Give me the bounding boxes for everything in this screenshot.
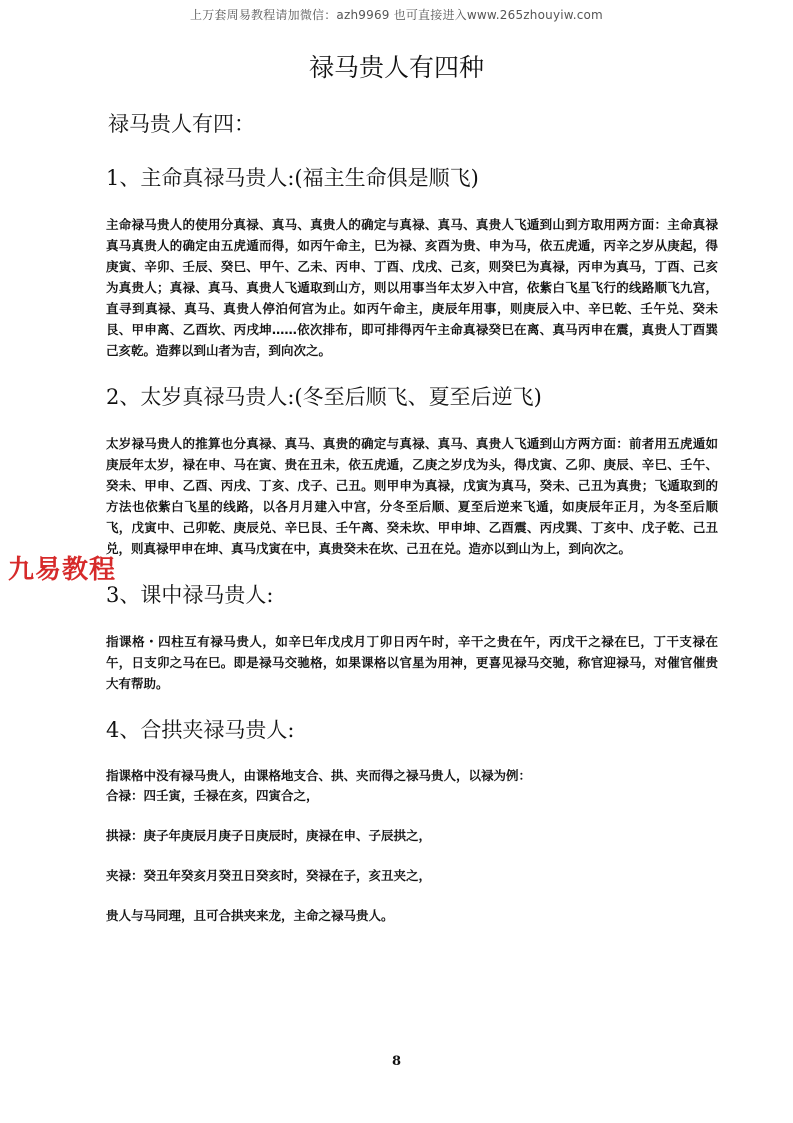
section-heading: 2、太岁真禄马贵人:(冬至后顺飞、夏至后逆飞)	[106, 385, 542, 409]
body-line: 贵人与马同理，且可合拱夹来龙，主命之禄马贵人。	[106, 908, 394, 923]
body-line: 夹禄：癸丑年癸亥月癸丑日癸亥时，癸禄在子，亥丑夹之，	[106, 868, 432, 883]
section-body: 主命禄马贵人的使用分真禄、真马、真贵人的确定与真禄、真马、真贵人飞遁到山到方取用两方面：主命真禄真马真贵人的确定由五虎遁而得，如丙午命主，巳为禄、亥酉为贵、申为马，依五虎遁，丙辛之岁从庚起，得庚寅、辛卯、壬辰、癸巳、甲午、乙未、丙申、丁酉、戊戌、己亥，则癸巳为真禄，丙申为真马，丁酉、己亥为真贵人；真禄、真马、真贵人飞遁取到山方，则以用事当年太岁入中宫，依紫白飞星飞行的线路顺飞九宫，直寻到真禄、真马、真贵人停泊何宫为止。如丙午命主，庚辰年用事，则庚辰入中、辛巳乾、壬午兑、癸未艮、甲申离、乙酉坎、丙戌坤……依次排布，即可排得丙午主命真禄癸巳在离、真马丙申在震，真贵人丁酉巽己亥乾。造葬以到山者为吉，到向次之。	[106, 217, 718, 358]
section-body: 太岁禄马贵人的推算也分真禄、真马、真贵的确定与真禄、真马、真贵人飞遁到山方两方面：前者用五虎遁如庚辰年太岁，禄在申、马在寅、贵在丑未，依五虎遁，乙庚之岁戊为头，得戊寅、乙卯、庚辰、辛巳、壬午、癸未、甲申、乙酉、丙戌、丁亥、戊子、己丑。则甲申为真禄，戊寅为真马，癸未、己丑为真贵；飞遁取到的方法也依紫白飞星的线路，以各月月建入中宫，分冬至后顺、夏至后逆来飞遁，如庚辰年正月，为冬至后顺飞，戊寅中、己卯乾、庚辰兑、辛巳艮、壬午离、癸未坎、甲申坤、乙酉震、丙戌巽、丁亥中、戊子乾、己丑兑，则真禄甲申在坤、真马戊寅在中，真贵癸未在坎、己丑在兑。造亦以到山为上，到向次之。	[106, 436, 718, 556]
header-note: 上万套周易教程请加微信：azh9969 也可直接进入www.265zhouyiw.com	[190, 8, 603, 22]
section-main-life	[106, 162, 718, 361]
page-number: 8	[391, 1054, 402, 1069]
watermark-logo: 九易教程	[8, 555, 117, 585]
body-line: 拱禄：庚子年庚辰月庚子日庚辰时，庚禄在申、子辰拱之，	[106, 828, 432, 843]
line-gap	[106, 886, 718, 906]
page-content	[106, 108, 718, 926]
section-heading: 1、主命真禄马贵人:(福主生命俱是顺飞)	[106, 166, 479, 190]
subtitle: 禄马贵人有四：	[108, 112, 255, 136]
section-combine	[106, 714, 718, 926]
section-body: 指课格・四柱互有禄马贵人，如辛巳年戊戌月丁卯日丙午时，辛干之贵在午，丙戊干之禄在巳，丁干支禄在午，日支卯之马在巳。即是禄马交驰格，如果课格以官星为用神，更喜见禄马交驰，称官迎禄马，对催官催贵大有帮助。	[106, 634, 718, 691]
body-line: 指课格中没有禄马贵人，由课格地支合、拱、夹而得之禄马贵人，以禄为例：	[106, 768, 532, 783]
body-line: 合禄：四壬寅，壬禄在亥，四寅合之，	[106, 788, 319, 803]
line-gap	[106, 846, 718, 866]
section-lesson	[106, 579, 718, 694]
page-title: 禄马贵人有四种	[308, 53, 484, 82]
section-year-star	[106, 381, 718, 559]
line-gap	[106, 806, 718, 826]
section-heading: 3、课中禄马贵人:	[106, 583, 274, 607]
section-heading: 4、合拱夹禄马贵人:	[106, 718, 295, 742]
